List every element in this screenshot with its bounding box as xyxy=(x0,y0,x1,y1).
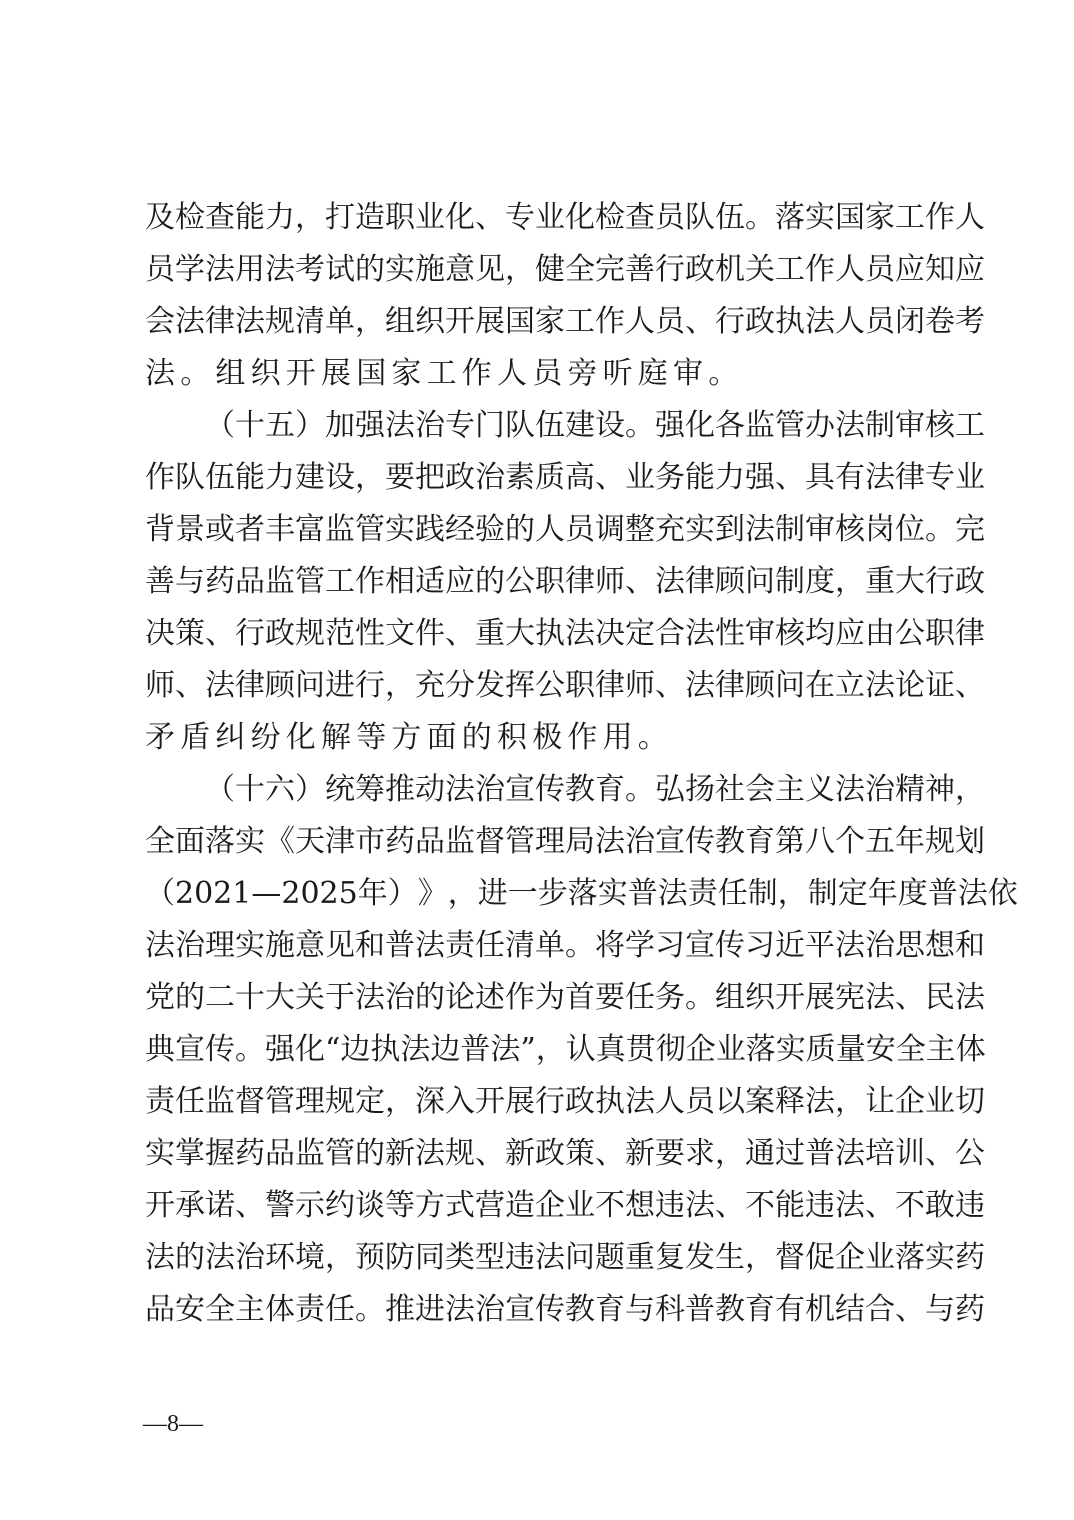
body-line-3: 会 法 律 法 规 清 单 ， 组 织 开 展 国 家 工 作 人 员 、 行 政 执 法 人 员 闭 卷 考 xyxy=(145,304,985,339)
body-line-1: 及 检 查 能 力 ， 打 造 职 业 化 、 专 业 化 检 查 员 队 伍 。 落 实 国 家 工 作 人 xyxy=(145,200,985,235)
body-line-13: 全 面 落 实 《 天 津 市 药 品 监 督 管 理 局 法 治 宣 传 教 育 第 八 个 五 年 规 划 xyxy=(145,824,985,859)
body-line-8: 善 与 药 品 监 管 工 作 相 适 应 的 公 职 律 师 、 法 律 顾 问 制 度 ， 重 大 行 政 xyxy=(145,564,985,599)
body-line-20: 开 承 诺 、 警 示 约 谈 等 方 式 营 造 企 业 不 想 违 法 、 不 能 违 法 、 不 敢 违 xyxy=(145,1188,985,1223)
body-line-16: 党 的 二 十 大 关 于 法 治 的 论 述 作 为 首 要 任 务 。 组 织 开 展 宪 法 、 民 法 xyxy=(145,980,985,1015)
body-line-21: 法 的 法 治 环 境 ， 预 防 同 类 型 违 法 问 题 重 复 发 生 ， 督 促 企 业 落 实 药 xyxy=(145,1240,985,1275)
body-line-19: 实 掌 握 药 品 监 管 的 新 法 规 、 新 政 策 、 新 要 求 ， 通 过 普 法 培 训 、 公 xyxy=(145,1136,985,1171)
body-line-17: 典 宣 传 。 强 化 “ 边 执 法 边 普 法 ” ， 认 真 贯 彻 企 业 落 实 质 量 安 全 主 体 xyxy=(145,1032,986,1067)
body-line-4: 法。组织开展国家工作人员旁听庭审。 xyxy=(145,356,744,391)
body-line-18: 责 任 监 督 管 理 规 定 ， 深 入 开 展 行 政 执 法 人 员 以 案 释 法 ， 让 企 业 切 xyxy=(145,1084,985,1119)
body-line-9: 决 策 、 行 政 规 范 性 文 件 、 重 大 执 法 决 定 合 法 性 审 核 均 应 由 公 职 律 xyxy=(145,616,985,651)
section-16-heading-line: （ 十 六 ） 统 筹 推 动 法 治 宣 传 教 育 。 弘 扬 社 会 主 义 法 治 精 神 ， xyxy=(205,772,985,807)
body-line-6: 作 队 伍 能 力 建 设 ， 要 把 政 治 素 质 高 、 业 务 能 力 强 、 具 有 法 律 专 业 xyxy=(145,460,985,495)
section-15-heading-line: （ 十 五 ） 加 强 法 治 专 门 队 伍 建 设 。 强 化 各 监 管 办 法 制 审 核 工 xyxy=(205,408,985,443)
body-line-11: 矛盾纠纷化解等方面的积极作用。 xyxy=(145,720,673,755)
body-line-14: （ 2021 — 2025 年 ） 》 ， 进 一 步 落 实 普 法 责 任 制 ， 制 定 年 度 普 法 依 xyxy=(145,876,1018,911)
page-number: —8— xyxy=(143,1411,203,1437)
body-line-15: 法 治 理 实 施 意 见 和 普 法 责 任 清 单 。 将 学 习 宣 传 习 近 平 法 治 思 想 和 xyxy=(145,928,985,963)
body-line-2: 员 学 法 用 法 考 试 的 实 施 意 见 ， 健 全 完 善 行 政 机 关 工 作 人 员 应 知 应 xyxy=(145,252,985,287)
body-line-10: 师 、 法 律 顾 问 进 行 ， 充 分 发 挥 公 职 律 师 、 法 律 顾 问 在 立 法 论 证 、 xyxy=(145,668,985,703)
body-line-22: 品 安 全 主 体 责 任 。 推 进 法 治 宣 传 教 育 与 科 普 教 育 有 机 结 合 、 与 药 xyxy=(145,1292,985,1327)
body-line-7: 背 景 或 者 丰 富 监 管 实 践 经 验 的 人 员 调 整 充 实 到 法 制 审 核 岗 位 。 完 xyxy=(145,512,985,547)
